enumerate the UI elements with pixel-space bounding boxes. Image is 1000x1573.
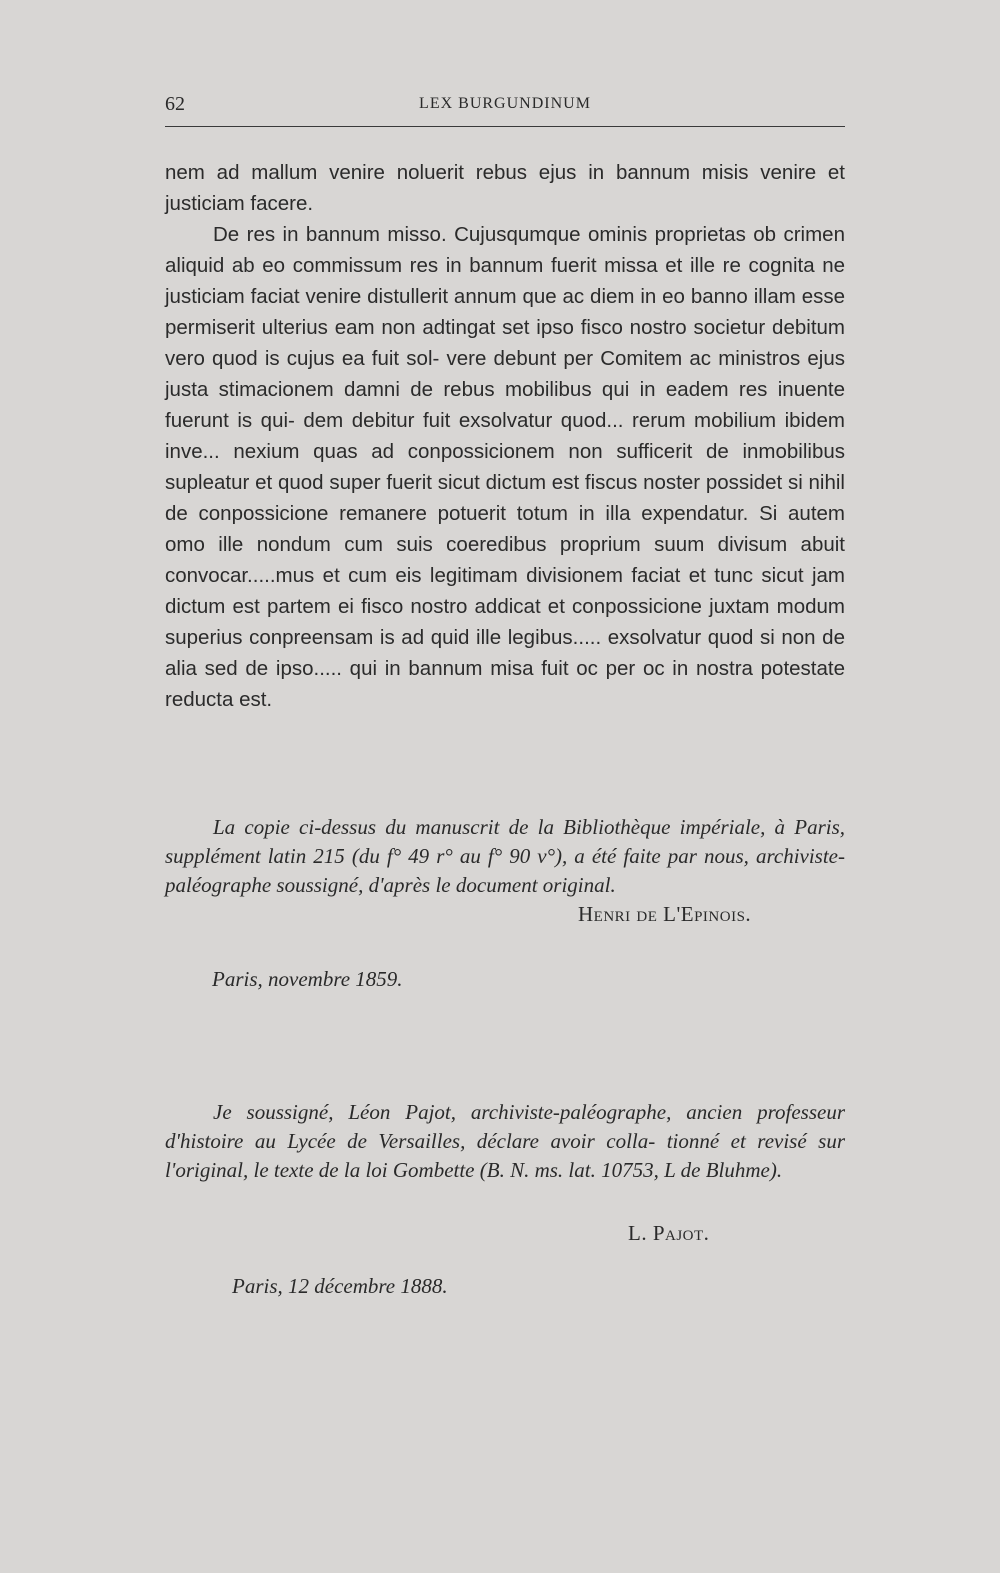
page-header	[165, 93, 845, 119]
date-2: Paris, 12 décembre 1888.	[232, 1274, 448, 1298]
paragraph: nem ad mallum venire noluerit rebus ejus in bannum misis venire et justiciam facere.	[165, 161, 845, 215]
certification-2	[165, 1098, 845, 1185]
header-rule	[165, 126, 845, 127]
running-head: LEX BURGUNDINUM	[419, 95, 591, 112]
latin-text	[165, 157, 845, 715]
signature-2: L. Pajot.	[628, 1221, 710, 1245]
paragraph: De res in bannum misso. Cujusqumque ominis proprietas ob crimen aliquid ab eo commissum res in bannum fuerit missa et ille re cognita ne justiciam faciat venire distullerit annum que ac diem in eo banno illam esse permiserit ulterius eam non adtingat set ipso fisco nostro societur debitum vero quod is cujus ea fuit sol- vere debunt per Comitem ac ministros ejus justa stimacionem damni de rebus mobilibus qui in eadem res inuente fuerunt is qui- dem debitur fuit exsolvatur quod... rerum mobilium ibidem inve... nexium quas ad conpossicionem non sufficerit de inmobilibus supleatur et quod super fuerit sicut dictum est fiscus noster possidet si nihil de conpossicione remanere potuerit totum in illa expendatur. Si autem omo ille nondum cum suis coeredibus proprium suum divisum abuit convocar.....mus et cum eis legitimam divisionem faciat et tunc sicut jam dictum est partem ei fisco nostro addicat et conpossicione juxtam modum superius conpreensam is ad quid ille legibus..... exsolvatur quod si non de alia sed de ipso..... qui in bannum misa fuit oc per oc in nostra potestate reducta est.	[165, 223, 845, 711]
certification-text: La copie ci-dessus du manuscrit de la Bibliothèque impériale, à Paris, supplément latin 215 (du f° 49 r° au f° 90 v°), a été faite par nous, archiviste-paléographe soussigné, d'après le document original.	[165, 815, 845, 897]
date-1: Paris, novembre 1859.	[212, 967, 403, 991]
signature-1: Henri de L'Epinois.	[578, 902, 752, 926]
page-number: 62	[165, 93, 185, 115]
certification-text: Je soussigné, Léon Pajot, archiviste-paléographe, ancien professeur d'histoire au Lycée de Versailles, déclare avoir colla- tionné et revisé sur l'original, le texte de la loi Gombette (B. N. ms. lat. 10753, L de Bluhme).	[165, 1100, 845, 1182]
certification-1	[165, 813, 845, 900]
